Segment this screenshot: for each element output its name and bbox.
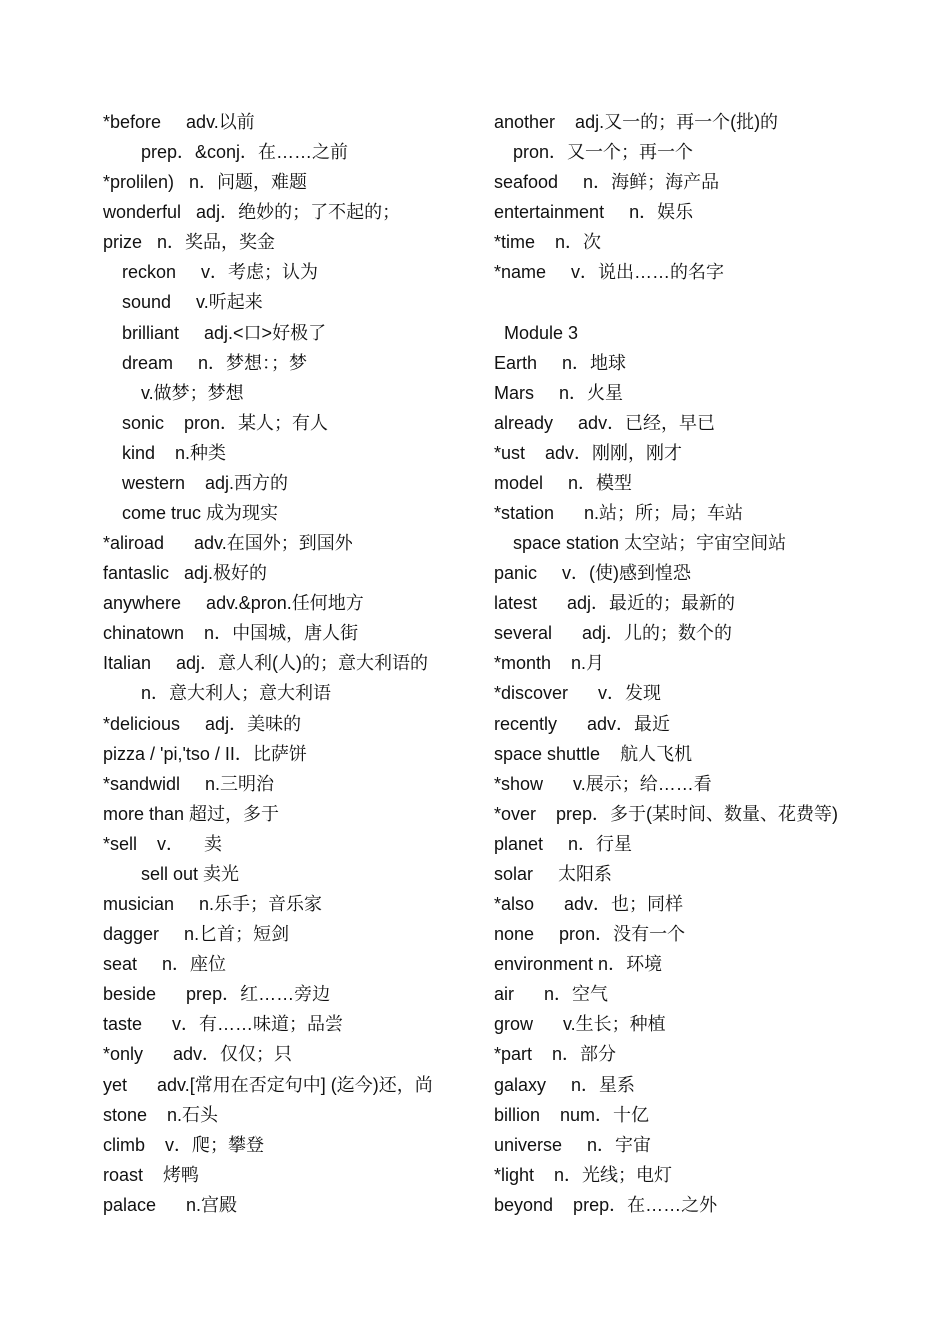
vocabulary-entry: *discover v．发现 [494, 683, 662, 704]
vocabulary-entry: stone n.石头 [103, 1104, 219, 1125]
vocabulary-entry: western adj.西方的 [122, 472, 289, 493]
vocabulary-entry: pizza / 'pi,'tso / II．比萨饼 [103, 743, 307, 764]
vocabulary-entry: *prolilen) n．问题，难题 [103, 172, 308, 193]
vocabulary-entry: *only adv．仅仅；只 [103, 1044, 293, 1065]
vocabulary-entry: *delicious adj．美味的 [103, 713, 302, 734]
vocabulary-entry: *sell v． 卖 [103, 833, 223, 854]
vocabulary-entry: universe n．宇宙 [494, 1134, 652, 1155]
vocabulary-entry: *sandwidl n.三明治 [103, 773, 275, 794]
module-heading: Module 3 [504, 322, 579, 343]
vocabulary-entry: *ust adv．刚刚，刚才 [494, 442, 683, 463]
vocabulary-entry: space shuttle 航人飞机 [494, 743, 693, 764]
vocabulary-entry: anywhere adv.&pron.任何地方 [103, 593, 364, 614]
vocabulary-entry: seafood n．海鲜；海产品 [494, 172, 720, 193]
vocabulary-entry: palace n.宫殿 [103, 1194, 238, 1215]
vocabulary-entry: billion num．十亿 [494, 1104, 650, 1125]
vocabulary-entry: none pron．没有一个 [494, 924, 686, 945]
vocabulary-entry: grow v.生长；种植 [494, 1014, 666, 1035]
vocabulary-entry: dream n．梦想：；梦 [122, 352, 308, 373]
vocabulary-entry: *aliroad adv.在国外；到国外 [103, 533, 353, 554]
vocabulary-entry: *over prep．多于(某时间、数量、花费等) [494, 803, 839, 824]
vocabulary-entry: panic v．(使)感到惶恐 [494, 563, 692, 584]
vocabulary-entry: Italian adj．意人利(人)的；意大利语的 [103, 653, 429, 674]
vocabulary-entry: another adj.又一的；再一个(批)的 [494, 112, 779, 132]
vocabulary-entry: seat n．座位 [103, 954, 227, 975]
vocabulary-entry: solar 太阳系 [494, 863, 613, 884]
vocabulary-entry: sound v.听起来 [122, 292, 263, 313]
vocabulary-entry: latest adj．最近的；最新的 [494, 593, 736, 614]
vocabulary-entry: dagger n.匕首；短剑 [103, 924, 290, 945]
vocabulary-entry: taste v．有……味道；品尝 [103, 1014, 344, 1035]
vocabulary-entry: sell out 卖光 [141, 863, 240, 884]
vocabulary-entry: musician n.乐手；音乐家 [103, 894, 323, 915]
vocabulary-entry: roast 烤鸭 [103, 1164, 200, 1185]
vocabulary-entry: environment n．环境 [494, 954, 663, 975]
vocabulary-column-right [494, 107, 914, 1220]
vocabulary-entry: reckon v．考虑；认为 [122, 262, 319, 283]
vocabulary-entry: *show v.展示；给……看 [494, 773, 712, 794]
vocabulary-entry: Earth n．地球 [494, 352, 627, 373]
vocabulary-entry: Mars n．火星 [494, 382, 624, 403]
vocabulary-entry: climb v．爬；攀登 [103, 1134, 265, 1155]
vocabulary-entry: kind n.种类 [122, 442, 227, 463]
vocabulary-entry: v.做梦；梦想 [141, 382, 244, 403]
vocabulary-entry: prize n．奖品，奖金 [103, 232, 276, 253]
vocabulary-entry: *light n．光线；电灯 [494, 1164, 673, 1185]
vocabulary-entry: come truc 成为现实 [122, 503, 279, 524]
vocabulary-entry: chinatown n．中国城，唐人街 [103, 623, 359, 644]
vocabulary-entry: air n．空气 [494, 984, 609, 1005]
vocabulary-entry: *name v．说出……的名字 [494, 262, 725, 283]
vocabulary-entry: space station 太空站；宇宙空间站 [513, 533, 787, 554]
vocabulary-entry: *also adv．也；同样 [494, 894, 684, 915]
vocabulary-entry: prep．&conj．在……之前 [141, 142, 349, 163]
vocabulary-entry: *before adv.以前 [103, 112, 255, 132]
vocabulary-entry: *station n.站；所；局；车站 [494, 503, 744, 524]
vocabulary-column-left [103, 107, 483, 1220]
vocabulary-entry: fantaslic adj.极好的 [103, 563, 268, 584]
vocabulary-entry: more than 超过，多于 [103, 803, 280, 824]
blank-line [494, 287, 914, 317]
vocabulary-entry: sonic pron．某人；有人 [122, 412, 329, 433]
vocabulary-entry: planet n．行星 [494, 833, 633, 854]
vocabulary-entry: model n．模型 [494, 472, 633, 493]
vocabulary-entry: pron．又一个；再一个 [513, 142, 694, 163]
vocabulary-entry: *part n．部分 [494, 1044, 617, 1065]
vocabulary-entry: wonderful adj．绝妙的；了不起的； [103, 202, 401, 223]
vocabulary-entry: already adv．已经，早已 [494, 412, 716, 433]
vocabulary-entry: n．意大利人；意大利语 [141, 683, 332, 704]
vocabulary-entry: *month n.月 [494, 653, 605, 674]
vocabulary-entry: entertainment n．娱乐 [494, 202, 694, 223]
vocabulary-entry: beside prep．红……旁边 [103, 984, 331, 1005]
vocabulary-entry: galaxy n．星系 [494, 1074, 636, 1095]
vocabulary-entry: brilliant adj.<口>好极了 [122, 322, 327, 343]
vocabulary-entry: *time n．次 [494, 232, 602, 253]
vocabulary-entry: recently adv．最近 [494, 713, 671, 734]
vocabulary-entry: several adj．儿的；数个的 [494, 623, 733, 644]
vocabulary-entry: yet adv.[常用在否定句中] (迄今)还，尚 [103, 1074, 433, 1095]
vocabulary-entry: beyond prep．在……之外 [494, 1194, 718, 1215]
